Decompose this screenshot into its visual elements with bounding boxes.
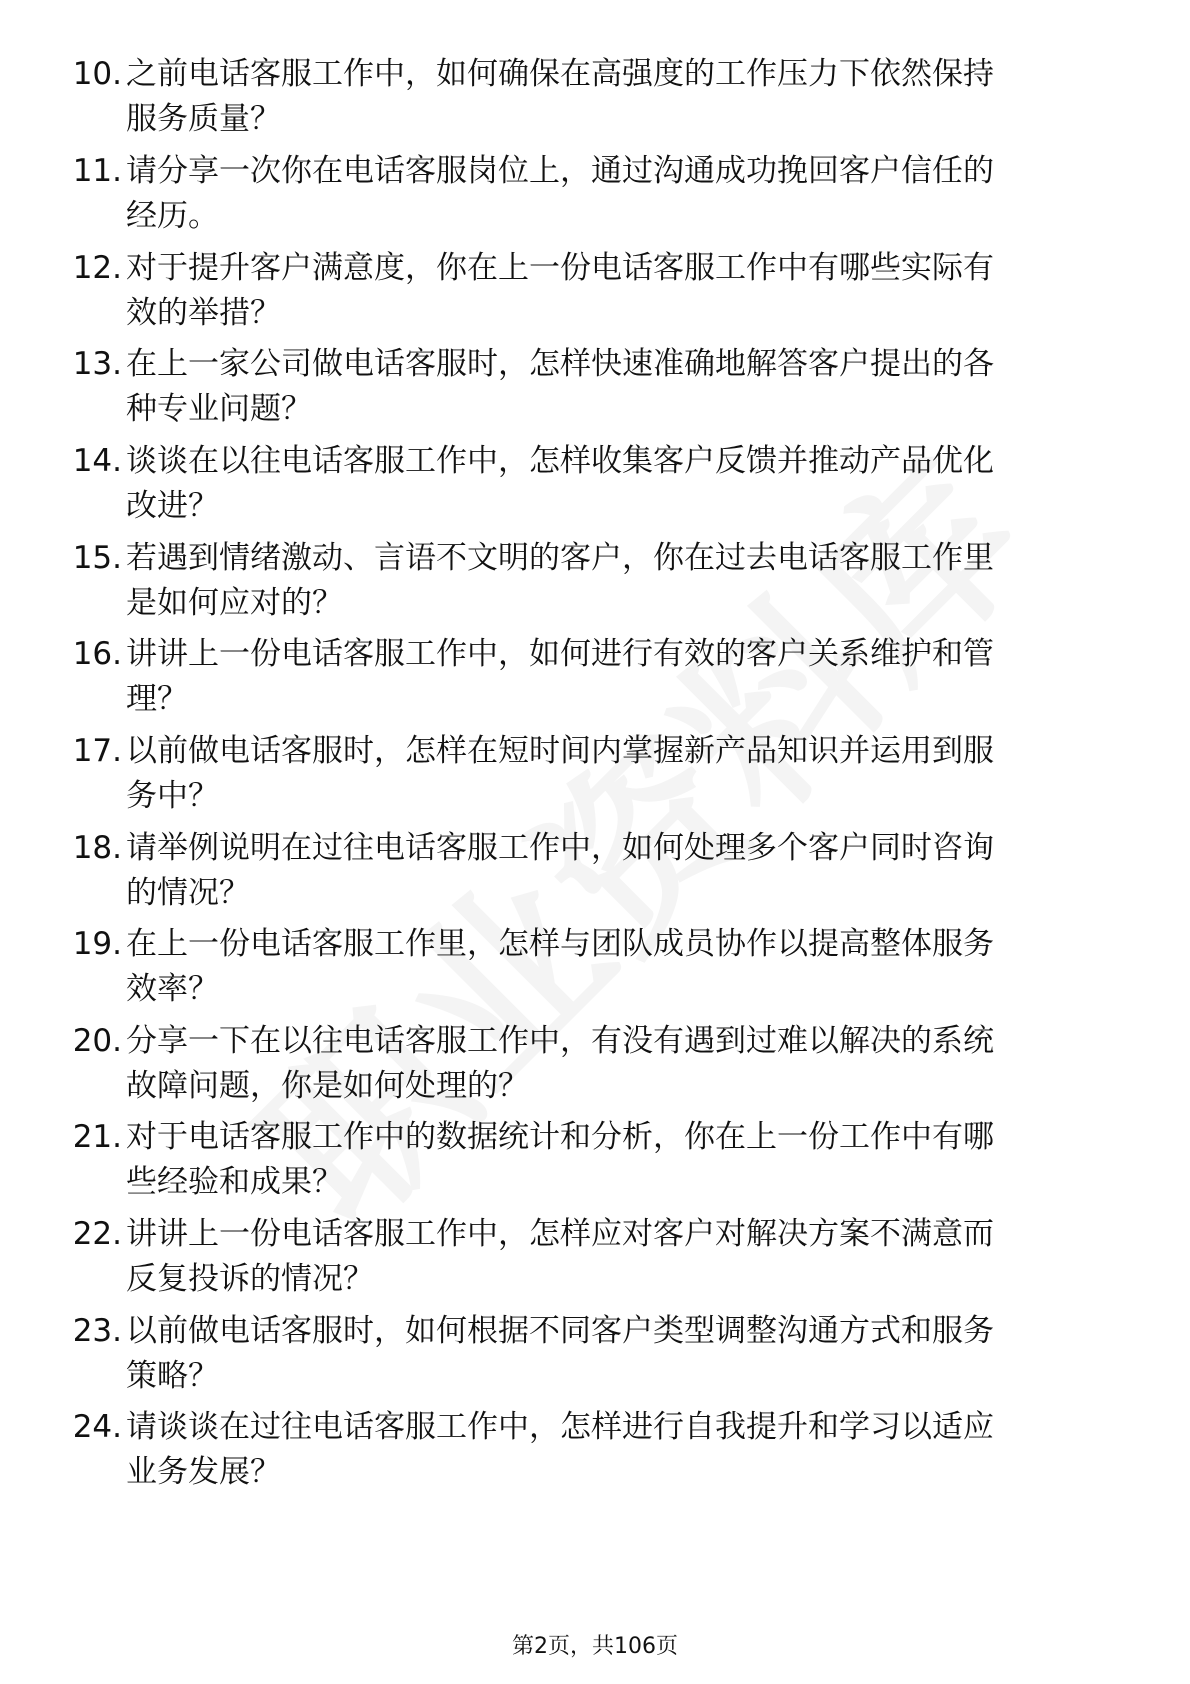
question-line: 故障问题，你是如何处理的？ — [126, 1068, 529, 1104]
question-line: 讲讲上一份电话客服工作中，如何进行有效的客户关系维护和管 — [126, 636, 994, 672]
question-line: 分享一下在以往电话客服工作中，有没有遇到过难以解决的系统 — [126, 1023, 994, 1059]
question-line: 经历。 — [126, 198, 219, 234]
question-line: 以前做电话客服时，如何根据不同客户类型调整沟通方式和服务 — [126, 1313, 994, 1349]
question-line: 改进？ — [126, 488, 219, 524]
question-text — [126, 1405, 1136, 1495]
question-text — [126, 1212, 1136, 1302]
question-number: 18. — [72, 830, 122, 866]
question-number: 13. — [72, 346, 122, 382]
question-number: 12. — [72, 250, 122, 286]
question-line: 服务质量？ — [126, 101, 281, 137]
question-text — [126, 149, 1136, 239]
question-text — [126, 1309, 1136, 1399]
question-line: 请举例说明在过往电话客服工作中，如何处理多个客户同时咨询 — [126, 830, 994, 866]
question-number: 23. — [72, 1313, 122, 1349]
question-line: 些经验和成果？ — [126, 1164, 343, 1200]
question-text — [126, 1115, 1136, 1205]
question-line: 以前做电话客服时，怎样在短时间内掌握新产品知识并运用到服 — [126, 733, 994, 769]
question-number: 24. — [72, 1409, 122, 1445]
question-line: 效率？ — [126, 971, 219, 1007]
question-line: 在上一家公司做电话客服时，怎样快速准确地解答客户提出的各 — [126, 346, 994, 382]
question-line: 若遇到情绪激动、言语不文明的客户，你在过去电话客服工作里 — [126, 540, 994, 576]
question-number: 10. — [72, 56, 122, 92]
question-text — [126, 536, 1136, 626]
question-number: 19. — [72, 926, 122, 962]
question-text — [126, 826, 1136, 916]
question-number: 11. — [72, 153, 122, 189]
page-footer: 第2页，共106页 — [512, 1634, 678, 1659]
question-text — [126, 922, 1136, 1012]
question-line: 务中？ — [126, 778, 219, 814]
question-text — [126, 439, 1136, 529]
question-text — [126, 52, 1136, 142]
question-line: 对于电话客服工作中的数据统计和分析，你在上一份工作中有哪 — [126, 1119, 994, 1155]
question-text — [126, 632, 1136, 722]
question-number: 17. — [72, 733, 122, 769]
question-line: 是如何应对的？ — [126, 585, 343, 621]
question-line: 请分享一次你在电话客服岗位上，通过沟通成功挽回客户信任的 — [126, 153, 994, 189]
question-line: 在上一份电话客服工作里，怎样与团队成员协作以提高整体服务 — [126, 926, 994, 962]
question-number: 15. — [72, 540, 122, 576]
question-line: 业务发展？ — [126, 1454, 281, 1490]
question-number: 16. — [72, 636, 122, 672]
question-text — [126, 1019, 1136, 1109]
question-number: 20. — [72, 1023, 122, 1059]
question-line: 理？ — [126, 681, 188, 717]
question-text — [126, 342, 1136, 432]
question-line: 反复投诉的情况？ — [126, 1261, 374, 1297]
question-line: 之前电话客服工作中，如何确保在高强度的工作压力下依然保持 — [126, 56, 994, 92]
question-line: 效的举措？ — [126, 295, 281, 331]
question-line: 讲讲上一份电话客服工作中，怎样应对客户对解决方案不满意而 — [126, 1216, 994, 1252]
question-number: 14. — [72, 443, 122, 479]
question-number: 22. — [72, 1216, 122, 1252]
question-number: 21. — [72, 1119, 122, 1155]
question-line: 策略？ — [126, 1358, 219, 1394]
question-line: 种专业问题？ — [126, 391, 312, 427]
question-line: 对于提升客户满意度，你在上一份电话客服工作中有哪些实际有 — [126, 250, 994, 286]
question-line: 的情况？ — [126, 875, 250, 911]
question-text — [126, 246, 1136, 336]
question-line: 谈谈在以往电话客服工作中，怎样收集客户反馈并推动产品优化 — [126, 443, 994, 479]
question-text — [126, 729, 1136, 819]
question-line: 请谈谈在过往电话客服工作中，怎样进行自我提升和学习以适应 — [126, 1409, 994, 1445]
